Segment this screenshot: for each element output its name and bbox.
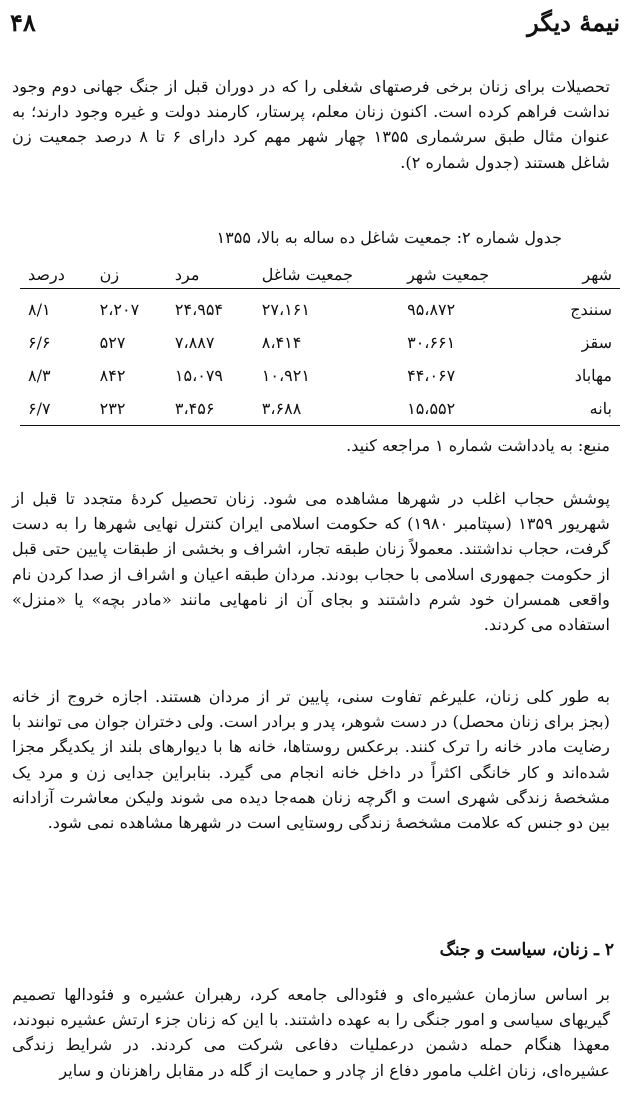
cell-percent: ۸/۳: [28, 366, 51, 385]
cell-men: ۱۵،۰۷۹: [174, 366, 224, 385]
cell-men: ۳،۴۵۶: [167, 392, 254, 426]
cell-city-population: ۱۵،۵۵۲: [399, 392, 532, 426]
cell-city: بانه: [532, 392, 620, 426]
table-source-note: منبع: به یادداشت شماره ۱ مراجعه کنید.: [346, 436, 610, 455]
cell-employed: ۳،۶۸۸: [254, 392, 399, 426]
paragraph-education: تحصیلات برای زنان برخی فرصتهای شغلی را که در دوران قبل از جنگ جهانی دوم وجود نداشت فراهم کرده است. اکنون زنان معلم، پرستار، کارمند دولت و غیره وجود دارند؛ به عنوان مثال طبق سرشماری ۱۳۵۵ چهار شهر مهم کرد دارای ۶ تا ۸ درصد جمعیت زن شاغل هستند (جدول شماره ۲).: [12, 77, 610, 172]
col-header-women: زن: [92, 260, 167, 289]
table-row: [20, 289, 620, 327]
table-caption: جدول شماره ۲: جمعیت شاغل ده ساله به بالا، ۱۳۵۵: [216, 228, 562, 247]
page-number: ۴۸: [10, 8, 36, 37]
cell-employed: ۱۰،۹۲۱: [261, 366, 310, 385]
paragraph-gender-separation: به طور کلی زنان، علیرغم تفاوت سنی، پایین تر از مردان هستند. اجازه خروج از خانه (بجز برای زنان محصل) در دست شوهر، پدر و برادر است. ولی دختران جوان می توانند با رضایت مادر خانه را ترک کنند. برعکس روستاها، خانه ها با دیوارهای بلند از یکدیگر مجزا شده‌اند و کار خانگی اکثراً در داخل خانه انجام می گیرد. بنابراین جدایی زن و مرد یک مشخصهٔ زندگی شهری است و اگرچه زنان همه‌جا دیده می شوند ولیکن معاشرت آزادانه بین دو جنس که علامت مشخصهٔ زندگی روستایی است در شهرها مشاهده نمی شود.: [12, 687, 610, 833]
table-header-row: [20, 260, 620, 289]
cell-city: سنندج: [570, 300, 612, 319]
cell-percent: ۶/۶: [28, 333, 51, 352]
employment-table: [20, 260, 620, 426]
col-header-men: مرد: [167, 260, 254, 289]
cell-men: ۷،۸۸۷: [174, 333, 215, 352]
paragraph-politics-war: بر اساس سازمان عشیره‌ای و فئودالی جامعه کرد، رهبران عشیره و فئودالها تصمیم گیریهای سیاسی و امور جنگی را به عهده داشتند. با این که زنان جزء ارتش عشیره نبودند، معهذا هنگام حمله دشمن درعملیات دفاعی شرکت می کردند. در شرایط زندگی عشیره‌ای، زنان اغلب مامور دفاع از چادر و حمایت از گله در مقابل راهزنان و سایر: [12, 985, 610, 1080]
col-header-percent: درصد: [20, 260, 92, 289]
table-row: [20, 326, 620, 359]
cell-men: ۲۴،۹۵۴: [174, 300, 224, 319]
cell-city-population: ۳۰،۶۶۱: [407, 333, 456, 352]
cell-women: ۲۳۲: [92, 392, 167, 426]
paragraph-veiling: پوشش حجاب اغلب در شهرها مشاهده می شود. زنان تحصیل کردهٔ متجدد تا قبل از شهریور ۱۳۵۹ (سپتامبر ۱۹۸۰) که حکومت اسلامی ایران کنترل نهایی شهرها را به دست گرفت، حجاب نداشتند. معمولاً زنان طبقه تجار، اشراف و بخشی از طبقات پایین حتی قبل از حکومت جمهوری اسلامی با حجاب بودند. مردان طبقه اعیان و اشراف از صدا کردن نام واقعی همسران خود شرم داشتند و بجای آن از نامهایی مانند «مادر بچه» یا «منزل» استفاده می کردند.: [12, 489, 611, 635]
section-heading: ۲ ـ زنان، سیاست و جنگ: [439, 940, 614, 960]
cell-percent: ۶/۷: [20, 392, 92, 426]
cell-employed: ۸،۴۱۴: [261, 333, 302, 352]
page-header: [0, 8, 628, 48]
cell-city: مهاباد: [574, 366, 612, 385]
col-header-city-population: جمعیت شهر: [399, 260, 532, 289]
cell-percent: ۸/۱: [28, 300, 51, 319]
table-row: [20, 359, 620, 392]
cell-women: ۸۴۲: [99, 366, 126, 385]
cell-women: ۲،۲۰۷: [99, 300, 140, 319]
running-title: نیمهٔ دیگر: [527, 8, 620, 37]
cell-city-population: ۹۵،۸۷۲: [407, 300, 456, 319]
cell-women: ۵۲۷: [99, 333, 126, 352]
cell-city: سقز: [581, 333, 612, 352]
col-header-employed: جمعیت شاغل: [254, 260, 399, 289]
col-header-city: شهر: [532, 260, 620, 289]
cell-city-population: ۴۴،۰۶۷: [407, 366, 456, 385]
table-row: [20, 392, 620, 426]
cell-employed: ۲۷،۱۶۱: [261, 300, 310, 319]
